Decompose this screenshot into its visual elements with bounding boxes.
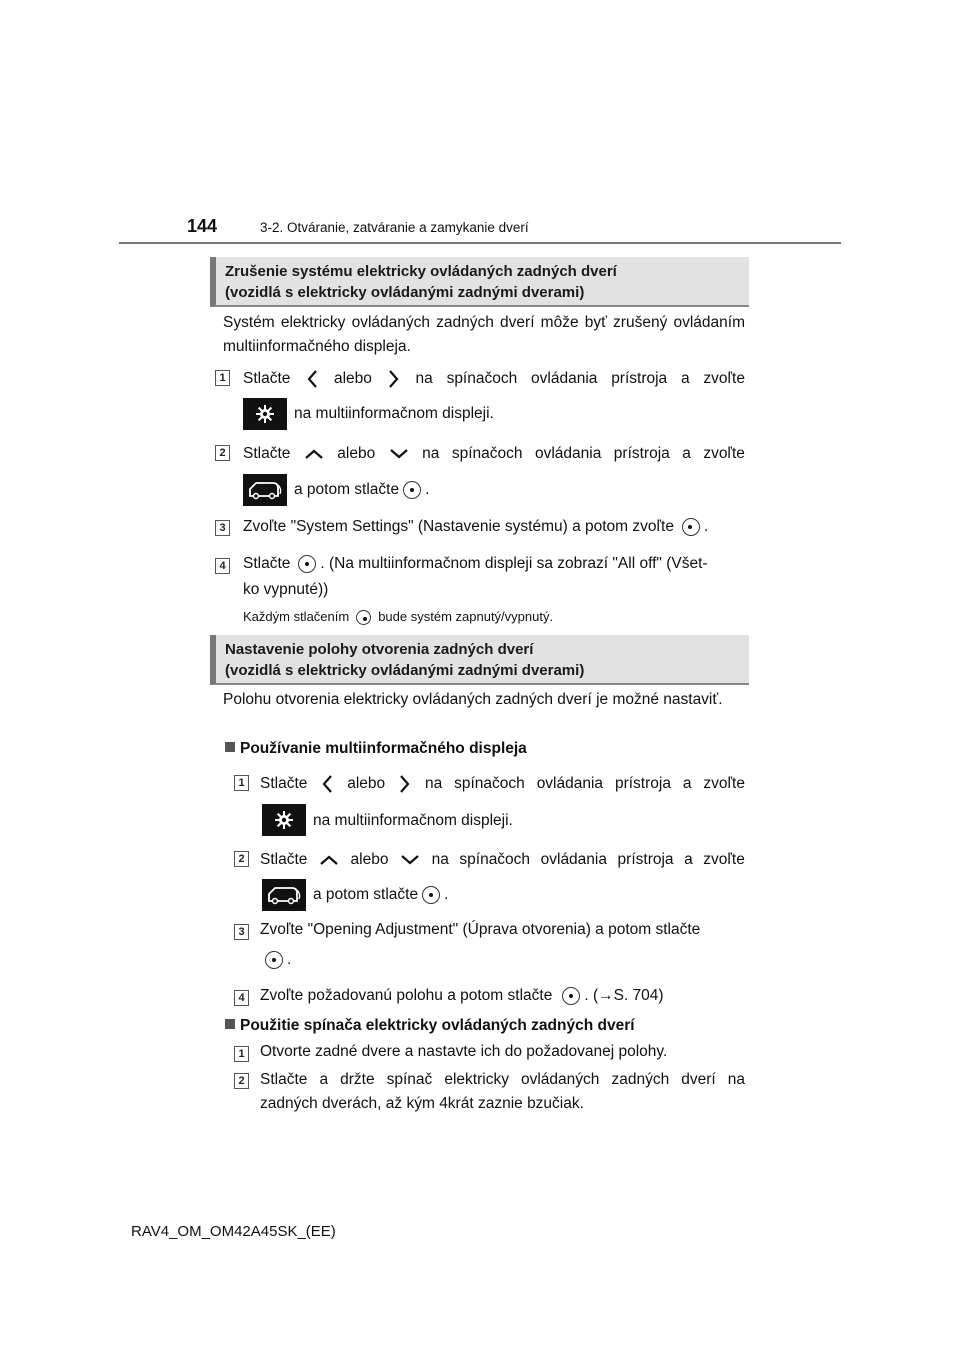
subheading-multiinfo xyxy=(225,740,527,758)
step-text: Stlačte a držte spínač elektricky ovládaných zadných dverí na zadných dverách, až kým 4krát zaznie bzučiak. xyxy=(260,1071,745,1112)
ok-button-icon xyxy=(422,886,440,904)
text: . xyxy=(444,886,449,904)
word: zvoľte xyxy=(703,775,745,792)
chevron-left-icon xyxy=(319,773,335,795)
text: a potom stlačte xyxy=(313,886,419,904)
word: spínačoch xyxy=(446,370,518,387)
chevron-left-icon xyxy=(304,368,320,390)
step-text-line2 xyxy=(294,481,429,499)
ok-button-icon xyxy=(682,518,700,536)
word: ovládania xyxy=(531,370,598,387)
text: Každým stlačením xyxy=(243,609,350,624)
text: a potom stlačte xyxy=(294,481,400,499)
word: na xyxy=(424,775,443,792)
step-text-line2: na multiinformačnom displeji. xyxy=(294,405,494,422)
chevron-up-icon xyxy=(318,853,340,867)
word: ovládania xyxy=(536,775,604,792)
section2-heading-line2: (vozidlá s elektricky ovládanými zadnými dverami) xyxy=(225,662,585,679)
ok-button-icon xyxy=(298,555,316,573)
step-number: 2 xyxy=(234,1073,249,1089)
step-number: 1 xyxy=(234,1046,249,1062)
chevron-right-icon xyxy=(397,773,413,795)
section2-heading-line1: Nastavenie polohy otvorenia zadných dverí xyxy=(225,641,534,658)
ok-button-icon xyxy=(265,951,283,969)
document-code: RAV4_OM_OM42A45SK_(EE) xyxy=(131,1223,336,1240)
word: a xyxy=(682,445,691,462)
step-number: 2 xyxy=(234,851,249,867)
header-rule xyxy=(119,242,841,244)
section1-intro: Systém elektricky ovládaných zadných dverí môže byť zrušený ovládaním multiinformačného displeja. xyxy=(223,314,745,355)
step-number: 1 xyxy=(215,370,230,386)
word: na xyxy=(431,851,449,868)
word: Stlačte xyxy=(260,775,308,792)
word: alebo xyxy=(337,445,376,462)
step-text xyxy=(260,921,745,939)
step-number: 1 xyxy=(234,775,249,791)
note xyxy=(243,609,553,625)
step-text xyxy=(243,518,708,536)
word: zvoľte xyxy=(703,445,745,462)
ok-button-icon xyxy=(356,610,371,625)
word: spínačoch xyxy=(451,445,523,462)
word: alebo xyxy=(333,370,372,387)
settings-gear-icon xyxy=(243,398,287,430)
square-bullet-icon xyxy=(225,1019,235,1029)
word: prístroja xyxy=(613,445,670,462)
ok-button-icon xyxy=(403,481,421,499)
step-text xyxy=(260,987,664,1005)
text: Zvoľte požadovanú polohu a potom stlačte xyxy=(260,987,553,1005)
text: Zvoľte "System Settings" (Nastavenie systému) a potom zvoľte xyxy=(243,518,674,536)
step-text xyxy=(243,555,708,573)
word: prístroja xyxy=(617,851,674,868)
text: . xyxy=(425,481,430,499)
text: . xyxy=(703,518,709,536)
chevron-up-icon xyxy=(303,447,325,461)
step-text xyxy=(260,848,745,872)
step-text-line2: na multiinformačnom displeji. xyxy=(313,812,513,829)
step-text xyxy=(243,367,745,391)
word: ovládania xyxy=(540,851,607,868)
text: Používanie multiinformačného displeja xyxy=(240,740,527,757)
vehicle-icon xyxy=(262,879,306,911)
word: a xyxy=(684,851,693,868)
word: alebo xyxy=(350,851,389,868)
chevron-down-icon xyxy=(388,447,410,461)
word: na xyxy=(422,445,440,462)
subheading-switch xyxy=(225,1017,635,1035)
square-bullet-icon xyxy=(225,742,235,752)
word: a xyxy=(682,775,692,792)
word: prístroja xyxy=(614,775,671,792)
word: Stlačte xyxy=(260,851,308,868)
word: alebo xyxy=(347,775,386,792)
word: prístroja xyxy=(611,370,668,387)
section2-intro: Polohu otvorenia elektricky ovládaných zadných dverí je možné nastaviť. xyxy=(223,691,723,708)
step-text-line2 xyxy=(260,951,291,969)
word: zvoľte xyxy=(703,851,745,868)
step-number: 4 xyxy=(234,990,249,1006)
word: ovládania xyxy=(534,445,602,462)
text: bude systém zapnutý/vypnutý. xyxy=(378,609,554,624)
text: Použitie spínača elektricky ovládaných zadných dverí xyxy=(240,1017,635,1034)
step-text xyxy=(260,772,745,796)
word: Stlačte xyxy=(243,445,291,462)
section2-heading xyxy=(210,635,749,685)
text: Stlačte xyxy=(243,555,291,573)
word: spínačoch xyxy=(454,775,525,792)
step-number: 2 xyxy=(215,445,230,461)
ok-button-icon xyxy=(562,987,580,1005)
word: Stlačte xyxy=(243,370,291,387)
step-text xyxy=(243,442,745,466)
text: . xyxy=(287,951,292,969)
section1-heading xyxy=(210,257,749,307)
word: a xyxy=(680,370,690,387)
step-text-line2 xyxy=(313,886,448,904)
step-number: 3 xyxy=(215,520,230,536)
vehicle-icon xyxy=(243,474,287,506)
step-number: 3 xyxy=(234,924,249,940)
section1-heading-line2: (vozidlá s elektricky ovládanými zadnými dverami) xyxy=(225,284,585,301)
chevron-down-icon xyxy=(399,853,421,867)
text: . (→S. 704) xyxy=(584,987,664,1005)
page-number: 144 xyxy=(187,216,218,236)
step-number: 4 xyxy=(215,558,230,574)
section1-heading-line1: Zrušenie systému elektricky ovládaných zadných dverí xyxy=(225,263,617,280)
word: zvoľte xyxy=(703,370,745,387)
step-text-line2: ko vypnuté)) xyxy=(243,581,329,598)
step-text: Otvorte zadné dvere a nastavte ich do požadovanej polohy. xyxy=(260,1043,668,1060)
text: . (Na multiinformačnom displeji sa zobrazí "All off" (Všet- xyxy=(320,555,708,573)
chapter-title: 3-2. Otváranie, zatváranie a zamykanie dverí xyxy=(260,220,529,235)
settings-gear-icon xyxy=(262,804,306,836)
word: na xyxy=(415,370,433,387)
chevron-right-icon xyxy=(386,368,402,390)
text: Zvoľte "Opening Adjustment" (Úprava otvorenia) a potom stlačte xyxy=(260,921,701,938)
word: spínačoch xyxy=(459,851,531,868)
